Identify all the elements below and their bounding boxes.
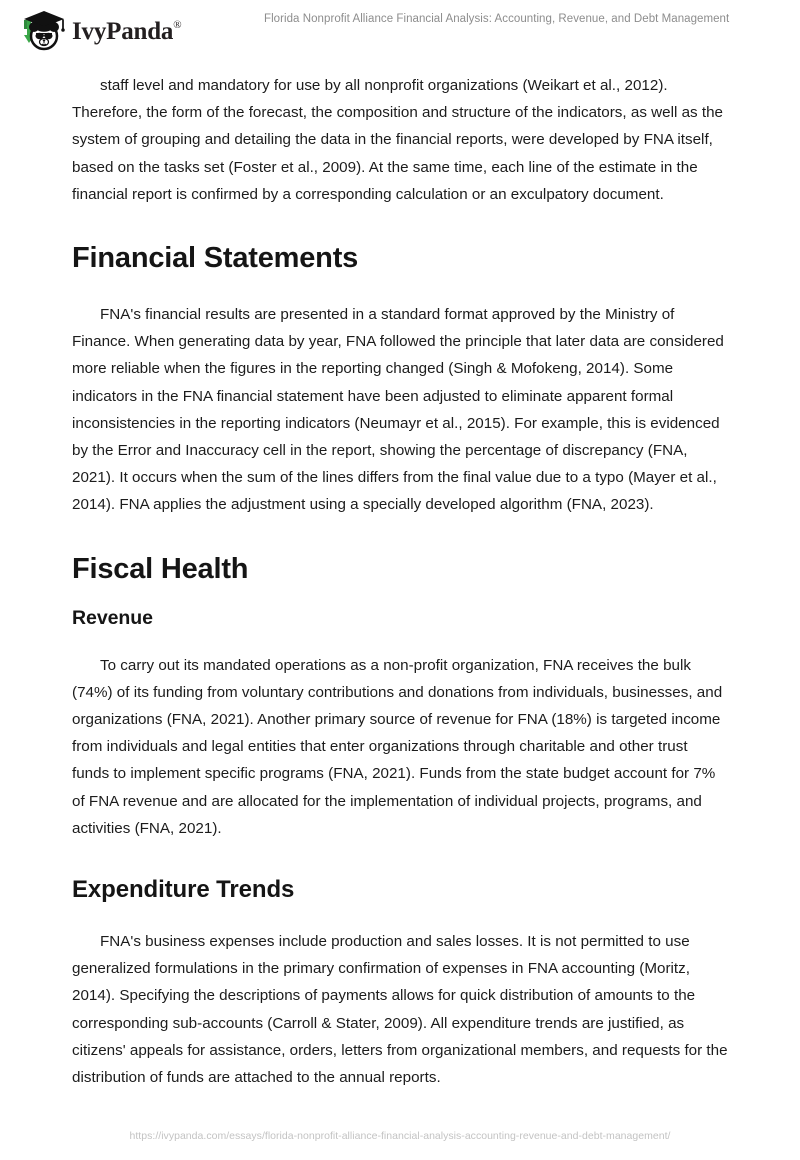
spacer [72,630,728,652]
spacer [72,275,728,301]
page-footer [0,1126,800,1144]
document-running-title: Florida Nonprofit Alliance Financial Analysis: Accounting, Revenue, and Debt Management [264,13,730,25]
heading-fiscal-health: Fiscal Health [72,552,249,585]
spacer [72,842,728,875]
revenue-paragraph: To carry out its mandated operations as a non-profit organization, FNA receives the bulk (74%) of its funding from voluntary contributions and donations from individuals, businesses, and organizations (FNA, 2021). Another primary source of revenue for FNA (18%) is targeted income from individuals and legal entities that enter organizations through charitable and other trust funds to implement specific programs (FNA, 2021). Funds from the state budget account for 7% of FNA revenue and are allocated for the implementation of individual projects, programs, and activities (FNA, 2021). [72,656,723,837]
page-header [0,0,800,62]
graduation-panda-logo-icon [16,7,66,53]
expenditure-trends-paragraph: FNA's business expenses include production and sales losses. It is not permitted to use generalized formulations in the primary confirmation of expenses in FNA accounting (Moritz, 2014). Specifying the descriptions of payments allows for quick distribution of amounts to the corresponding sub-accounts (Carroll & Stater, 2009). All expenditure trends are justified, as citizens' appeals for assistance, orders, letters from organizational members, and requests for the distribution of funds are attached to the annual reports. [72,933,728,1087]
spacer [72,904,728,928]
brand-logo[interactable] [16,6,181,54]
financial-statements-paragraph: FNA's financial results are presented in a standard format approved by the Ministry of Finance. When generating data by year, FNA followed the principle that later data are considered more reliable when the figures in the reporting changed (Singh & Mofokeng, 2014). Some indicators in the FNA financial statement have been adjusted to eliminate apparent formal inconsistencies in the reporting indicators (Neumayr et al., 2015). For example, this is evidenced by the Error and Inaccuracy cell in the report, showing the percentage of discrepancy (FNA, 2021). It occurs when the sum of the lines differs from the final value due to a typo (Mayer et al., 2014). FNA applies the adjustment using a specially developed algorithm (FNA, 2023). [72,306,724,514]
heading-revenue: Revenue [72,606,153,629]
spacer [72,586,728,606]
source-url-link[interactable]: https://ivypanda.com/essays/florida-nonprofit-alliance-financial-analysis-accounting-revenue-and-debt-management/ [129,1130,671,1142]
heading-expenditure-trends: Expenditure Trends [72,876,295,904]
spacer [72,519,728,552]
brand-name: IvyPanda® [72,17,182,45]
registered-trademark-symbol: ® [173,19,182,32]
spacer [72,208,728,241]
heading-financial-statements: Financial Statements [72,242,359,275]
document-content [72,72,728,1091]
intro-paragraph: staff level and mandatory for use by all nonprofit organizations (Weikart et al., 2012). Therefore, the form of the forecast, the composition and structure of the indicators, as well as the system of grouping and detailing the data in the financial reports, were developed by FNA itself, based on the tasks set (Foster et al., 2009). At the same time, each line of the estimate in the financial report is confirmed by a corresponding calculation or an exculpatory document. [72,77,724,203]
